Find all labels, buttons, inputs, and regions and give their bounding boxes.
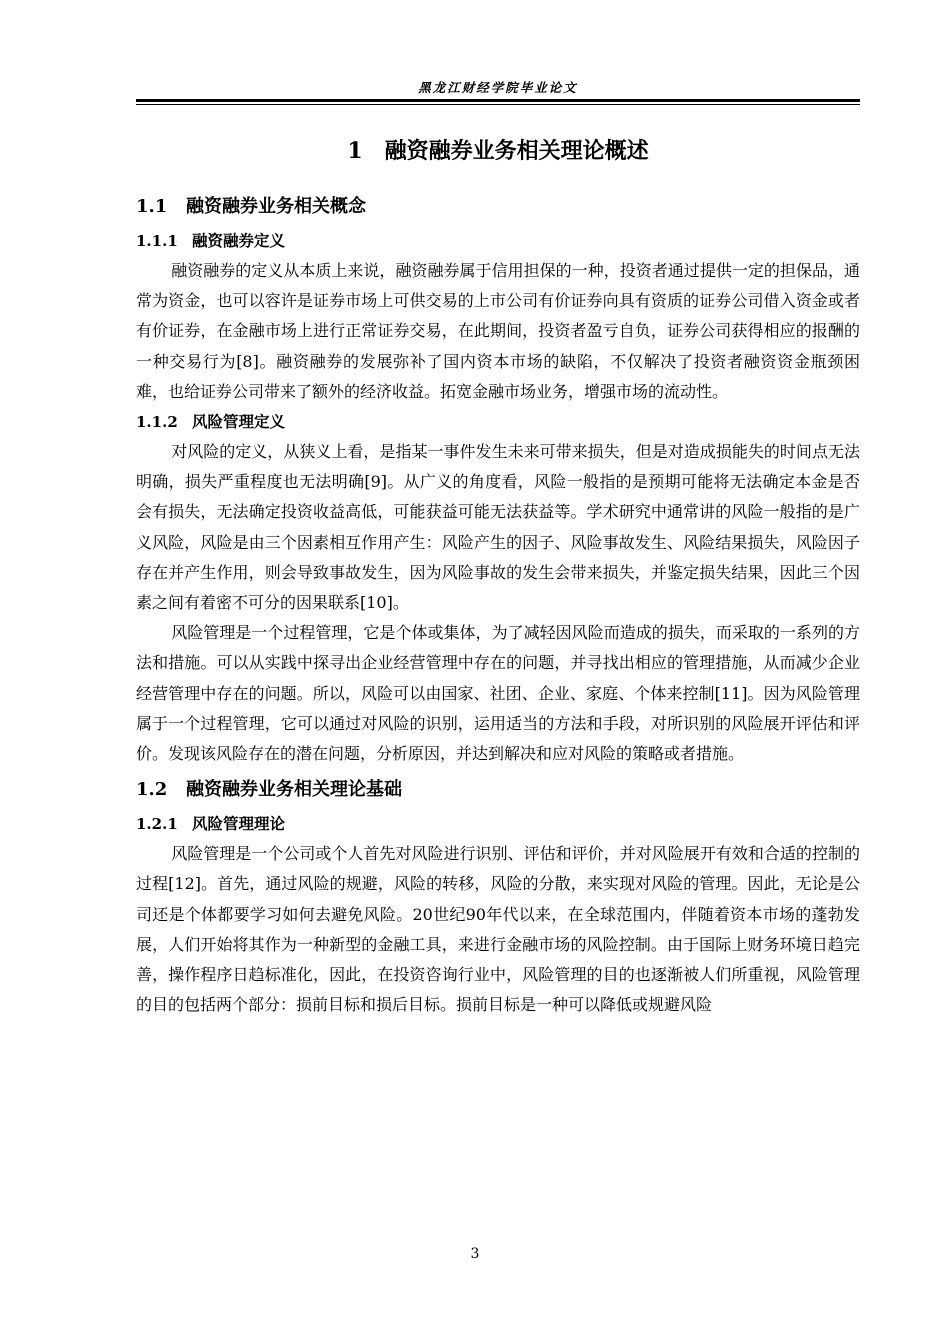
subsection-number: 1.1.2 — [136, 413, 178, 432]
section-number: 1.1 — [136, 196, 168, 217]
subsection-number: 1.1.1 — [136, 232, 178, 250]
page-number: 3 — [470, 1246, 480, 1262]
section-heading-1-1 — [136, 192, 860, 222]
subsection-title: 风险管理定义 — [192, 413, 286, 432]
body-paragraph: 风险管理是一个过程管理，它是个体或集体，为了减轻因风险而造成的损失，而采取的一系列的方法和措施。可以从实践中探寻出企业经营管理中存在的问题，并寻找出相应的管理措施，从而减少企业经营管理中存在的问题。所以，风险可以由国家、社团、企业、家庭、个体来控制[11]。因为风险管理属于一个过程管理，它可以通过对风险的识别，运用适当的方法和手段，对所识别的风险展开评估和评价。发现该风险存在的潜在问题，分析原因，并达到解决和应对风险的策略或者措施。 — [136, 623, 860, 764]
subsection-title: 融资融券定义 — [192, 232, 286, 250]
section-number: 1.2 — [136, 779, 168, 801]
section-heading-1-2 — [136, 775, 860, 805]
page-header — [136, 78, 860, 104]
body-paragraph: 风险管理是一个公司或个人首先对风险进行识别、评估和评价，并对风险展开有效和合适的控制的过程[12]。首先，通过风险的规避，风险的转移，风险的分散，来实现对风险的管理。因此，无论是公司还是个体都要学习如何去避免风险。20世纪90年代以来，在全球范围内，伴随着资本市场的蓬勃发展，人们开始将其作为一种新型的金融工具，来进行金融市场的风险控制。由于国际上财务环境日趋完善，操作程序日趋标准化，因此，在投资咨询行业中，风险管理的目的也逐渐被人们所重视，风险管理的目的包括两个部分：损前目标和损后目标。损前目标是一种可以降低或规避风险 — [136, 844, 860, 1015]
subsection-heading-1-1-1 — [136, 226, 860, 256]
subsection-title: 风险管理理论 — [192, 815, 286, 834]
chapter-heading — [136, 130, 860, 172]
chapter-number: 1 — [347, 138, 363, 164]
body-paragraph: 融资融券的定义从本质上来说，融资融券属于信用担保的一种，投资者通过提供一定的担保品，通常为资金，也可以容许是证券市场上可供交易的上市公司有价证券向具有资质的证券公司借入资金或者有价证券，在金融市场上进行正常证券交易，在此期间，投资者盈亏自负，证券公司获得相应的报酬的一种交易行为[8]。融资融券的发展弥补了国内资本市场的缺陷，不仅解决了投资者融资资金瓶颈困难，也给证券公司带来了额外的经济收益。拓宽金融市场业务，增强市场的流动性。 — [136, 261, 860, 401]
header-rule-thick — [136, 99, 860, 102]
subsection-heading-1-1-2 — [136, 407, 860, 437]
header-rule-thin — [136, 104, 860, 105]
body-paragraph: 对风险的定义，从狭义上看，是指某一事件发生未来可带来损失，但是对造成损能失的时间点无法明确，损失严重程度也无法明确[9]。从广义的角度看，风险一般指的是预期可能将无法确定本金是否会有损失，无法确定投资收益高低，可能获益可能无法获益等。学术研究中通常讲的风险一般指的是广义风险，风险是由三个因素相互作用产生：风险产生的因子、风险事故发生、风险结果损失，风险因子存在并产生作用，则会导致事故发生，因为风险事故的发生会带来损失，并鉴定损失结果，因此三个因素之间有着密不可分的因果联系[10]。 — [136, 442, 860, 613]
section-title: 融资融券业务相关理论基础 — [186, 779, 402, 801]
page-body — [136, 130, 860, 1020]
chapter-title: 融资融券业务相关理论概述 — [384, 139, 649, 164]
subsection-heading-1-2-1 — [136, 809, 860, 839]
header-title: 黑龙江财经学院毕业论文 — [418, 80, 578, 95]
section-title: 融资融券业务相关概念 — [186, 196, 366, 217]
subsection-number: 1.2.1 — [136, 815, 178, 834]
